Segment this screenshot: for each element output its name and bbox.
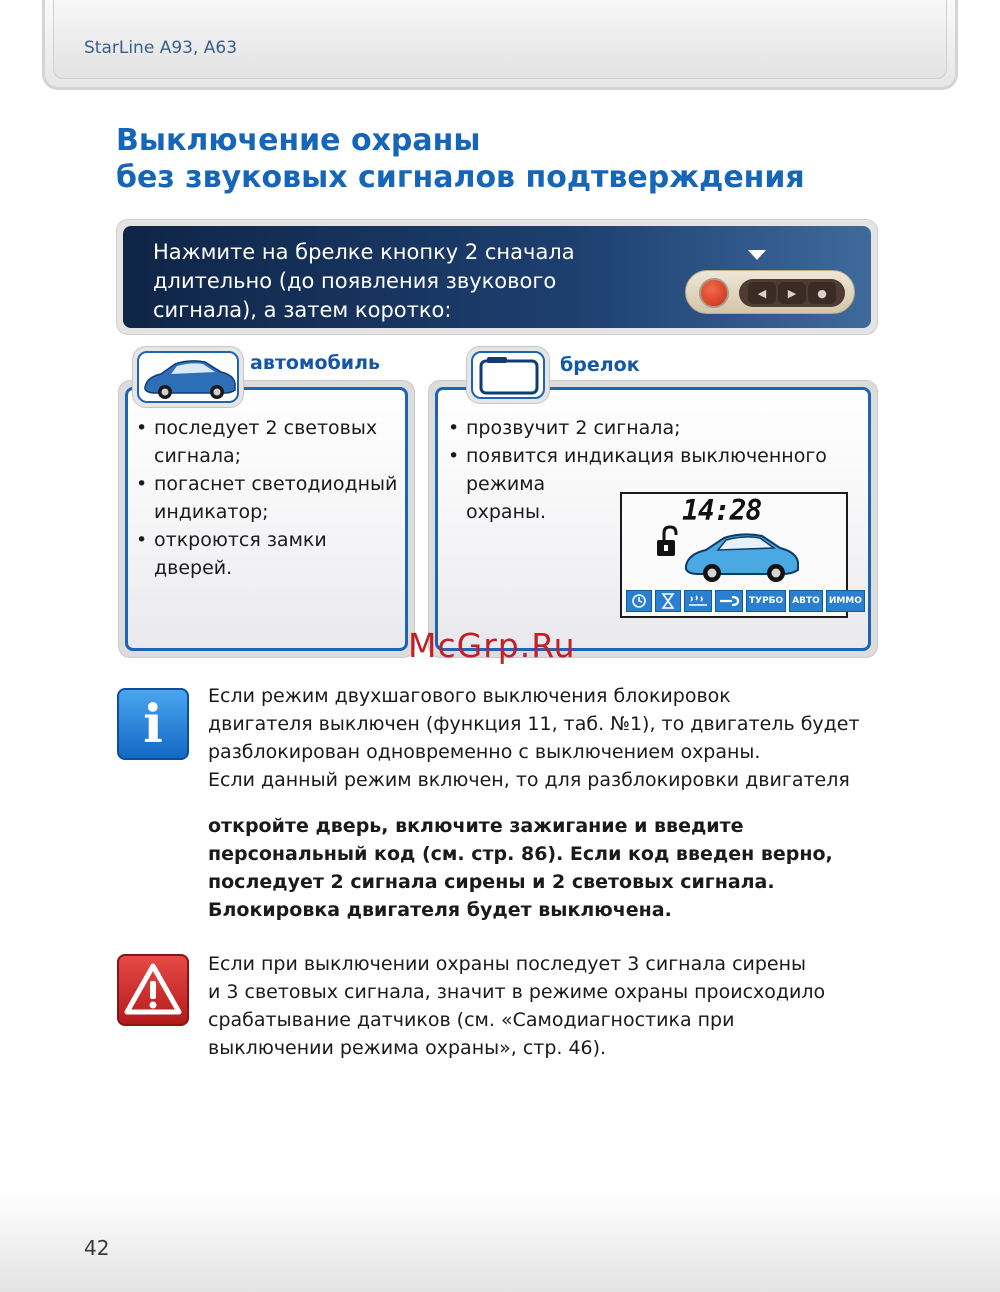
clock-icon bbox=[626, 590, 652, 612]
page-number: 42 bbox=[84, 1236, 110, 1260]
instruction-line3: сигнала), а затем коротко: bbox=[153, 298, 452, 322]
car-icon bbox=[682, 522, 802, 586]
warning-note-text bbox=[208, 950, 888, 1062]
fob-item2-line1: • появится индикация выключенного bbox=[466, 445, 827, 467]
fob-key-dot: ● bbox=[808, 282, 836, 304]
info-note-line: Если режим двухшагового выключения блокировок bbox=[208, 685, 731, 707]
info-note-bold-line: персональный код (см. стр. 86). Если код введен верно, bbox=[208, 843, 833, 865]
instruction-box-inner bbox=[123, 226, 871, 328]
instruction-text bbox=[153, 238, 633, 325]
instruction-line2: длительно (до появления звукового bbox=[153, 269, 557, 293]
immo-label: ИММО bbox=[826, 590, 865, 612]
info-note-bold-line: последует 2 сигнала сирены и 2 световых сигнала. bbox=[208, 871, 775, 893]
arrow-down-icon bbox=[748, 250, 766, 260]
hourglass-icon-glyph bbox=[661, 593, 675, 609]
list-item bbox=[446, 414, 866, 442]
header-title: StarLine A93, A63 bbox=[84, 38, 238, 58]
page-title-line1: Выключение охраны bbox=[116, 123, 481, 158]
fob-tab-label: брелок bbox=[560, 354, 640, 376]
info-icon-letter: i bbox=[143, 693, 163, 755]
fob-key-right: ▶ bbox=[778, 282, 806, 304]
fob-lcd-display bbox=[620, 492, 862, 618]
fob-tab bbox=[466, 346, 550, 404]
car-effects-list bbox=[134, 414, 409, 582]
wrench-icon-glyph bbox=[718, 593, 740, 609]
car-tab-inner bbox=[137, 351, 239, 403]
info-note-line: Если данный режим включен, то для разблокировки двигателя bbox=[208, 769, 850, 791]
info-note-line: двигателя выключен (функция 11, таб. №1), то двигатель будет bbox=[208, 713, 860, 735]
fob-item1: прозвучит 2 сигнала; bbox=[466, 417, 681, 439]
info-note-bold bbox=[208, 812, 888, 924]
list-item: • откроются замки дверей. bbox=[134, 526, 409, 582]
instruction-line1: Нажмите на брелке кнопку 2 сначала bbox=[153, 240, 575, 264]
car-tab-label: автомобиль bbox=[250, 352, 381, 374]
list-item: • погаснет светодиодный индикатор; bbox=[134, 470, 409, 526]
lcd-status-icons bbox=[626, 590, 865, 612]
fob-item2-line2: режима bbox=[466, 473, 546, 495]
auto-label: АВТО bbox=[789, 590, 823, 612]
hourglass-icon bbox=[655, 590, 681, 612]
info-note-text bbox=[208, 682, 888, 794]
page-title-line2: без звуковых сигналов подтверждения bbox=[116, 160, 805, 195]
clock-icon-glyph bbox=[631, 593, 647, 609]
wrench-icon bbox=[715, 590, 743, 612]
unlocked-padlock-icon bbox=[654, 524, 684, 560]
heater-icon-glyph bbox=[687, 593, 709, 609]
info-note-line: разблокирован одновременно с выключением охраны. bbox=[208, 741, 761, 763]
turbo-label: ТУРБО bbox=[746, 590, 786, 612]
warning-note-line: срабатывание датчиков (см. «Самодиагностика при bbox=[208, 1009, 735, 1031]
fob-item2-line3: охраны. bbox=[466, 501, 547, 523]
instruction-box bbox=[116, 219, 878, 335]
info-icon bbox=[117, 688, 189, 760]
info-note-bold-line: откройте дверь, включите зажигание и введите bbox=[208, 815, 744, 837]
page-title bbox=[116, 122, 936, 196]
warning-note-line: и 3 световых сигнала, значит в режиме охраны происходило bbox=[208, 981, 826, 1003]
fob-button-red bbox=[699, 278, 729, 308]
lcd-clock: 14:28 bbox=[682, 494, 762, 527]
list-item: • последует 2 световых сигнала; bbox=[134, 414, 409, 470]
warning-note-line: Если при выключении охраны последует 3 сигнала сирены bbox=[208, 953, 807, 975]
fob-tab-inner bbox=[471, 351, 545, 399]
info-note-bold-line: Блокировка двигателя будет выключена. bbox=[208, 899, 672, 921]
fob-key-left: ◀ bbox=[748, 282, 776, 304]
warning-triangle-icon bbox=[119, 956, 187, 1024]
fob-key-row bbox=[739, 279, 845, 307]
car-tab bbox=[132, 346, 244, 408]
key-fob-buttons bbox=[685, 270, 855, 314]
heater-icon bbox=[684, 590, 712, 612]
warning-note-line: выключении режима охраны», стр. 46). bbox=[208, 1037, 607, 1059]
car-icon bbox=[139, 353, 239, 403]
footer-band bbox=[0, 1190, 1000, 1292]
warning-icon bbox=[117, 954, 189, 1026]
watermark: McGrp.Ru bbox=[408, 626, 576, 665]
key-fob-icon bbox=[473, 353, 545, 399]
